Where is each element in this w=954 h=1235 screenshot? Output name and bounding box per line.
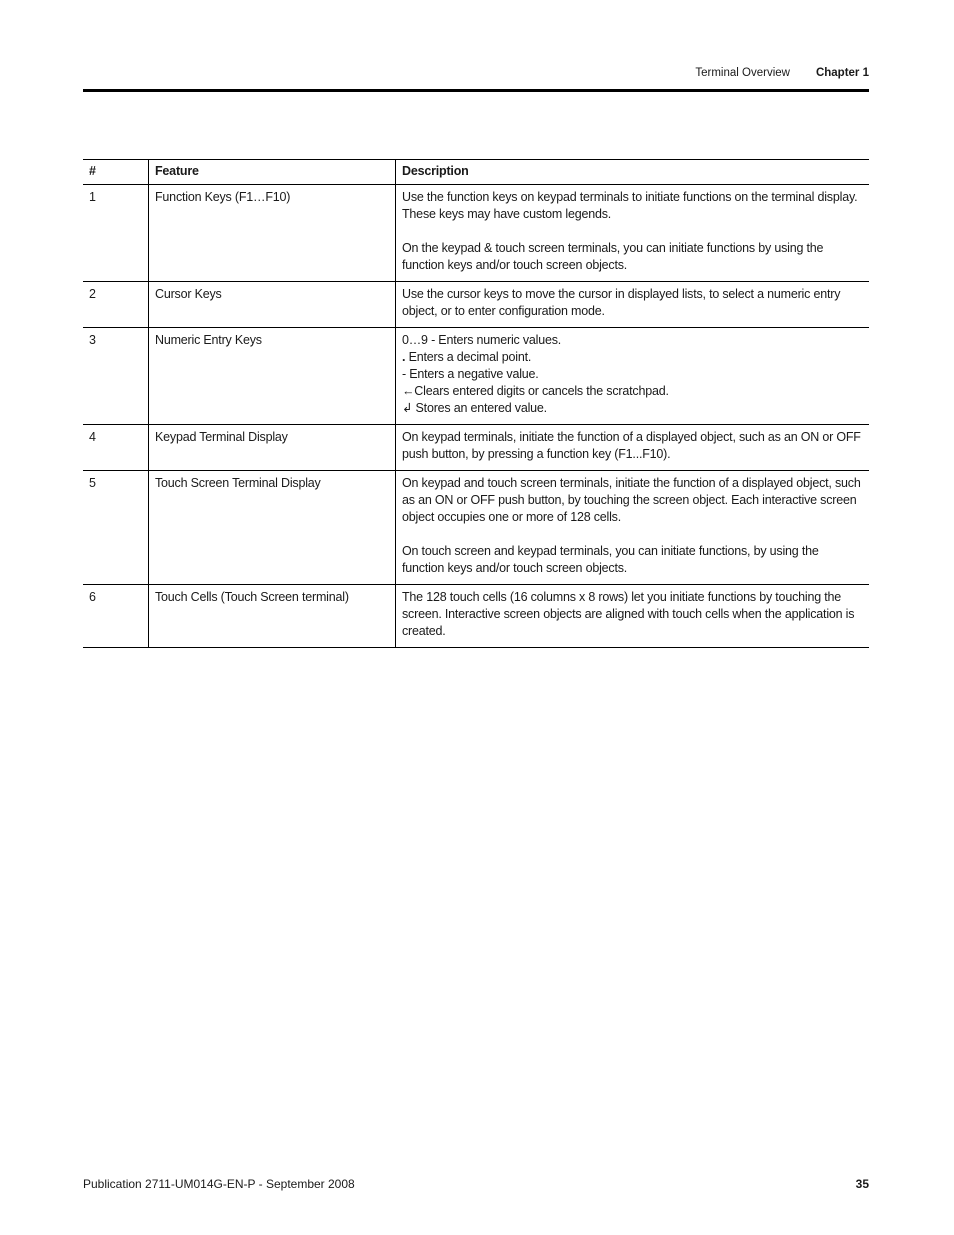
page-header	[83, 62, 869, 84]
table-row	[83, 185, 869, 282]
description-paragraph: On the keypad & touch screen terminals, you can initiate functions by using the function keys and/or touch screen objects.	[402, 241, 824, 272]
description-line: ←Clears entered digits or cancels the scratchpad.	[402, 384, 669, 398]
row-description	[396, 425, 870, 471]
table-row	[83, 425, 869, 471]
row-number: 2	[83, 282, 149, 328]
description-paragraph: Use the function keys on keypad terminals to initiate functions on the terminal display. These keys may have custom legends.	[402, 190, 858, 221]
header-rule	[83, 89, 869, 92]
row-number: 6	[83, 585, 149, 648]
page-number: 35	[855, 1177, 869, 1191]
row-description	[396, 328, 870, 425]
description-paragraph: The 128 touch cells (16 columns x 8 rows) let you initiate functions by touching the screen. Interactive screen objects are aligned with touch cells when the application is created.	[402, 590, 855, 638]
description-line: - Enters a negative value.	[402, 367, 539, 381]
row-feature: Function Keys (F1…F10)	[149, 185, 396, 282]
column-header-number: #	[83, 160, 149, 185]
description-paragraph: On keypad and touch screen terminals, initiate the function of a displayed object, such as an ON or OFF push button, by touching the screen object. Each interactive screen object occupies one or more of 128 cells.	[402, 476, 861, 524]
table-row	[83, 328, 869, 425]
table-header-row	[83, 160, 869, 185]
running-section-title: Terminal Overview	[695, 67, 790, 79]
feature-table	[83, 159, 869, 648]
table-row	[83, 471, 869, 585]
row-number: 5	[83, 471, 149, 585]
page-footer	[83, 1175, 869, 1193]
row-number: 1	[83, 185, 149, 282]
description-paragraph: On keypad terminals, initiate the function of a displayed object, such as an ON or OFF push button, by pressing a function key (F1...F10).	[402, 430, 861, 461]
table-row	[83, 282, 869, 328]
column-header-description: Description	[396, 160, 870, 185]
row-feature: Keypad Terminal Display	[149, 425, 396, 471]
row-description	[396, 471, 870, 585]
row-number: 3	[83, 328, 149, 425]
description-line	[402, 349, 863, 366]
row-feature: Cursor Keys	[149, 282, 396, 328]
column-header-feature: Feature	[149, 160, 396, 185]
publication-info: Publication 2711-UM014G-EN-P - September 2008	[83, 1177, 355, 1191]
row-description	[396, 585, 870, 648]
description-paragraph: Use the cursor keys to move the cursor in displayed lists, to select a numeric entry object, or to enter configuration mode.	[402, 287, 841, 318]
decimal-key-text: Enters a decimal point.	[408, 350, 532, 364]
row-feature: Numeric Entry Keys	[149, 328, 396, 425]
row-feature: Touch Screen Terminal Display	[149, 471, 396, 585]
row-description	[396, 185, 870, 282]
table-row	[83, 585, 869, 648]
row-description	[396, 282, 870, 328]
row-number: 4	[83, 425, 149, 471]
decimal-key-glyph: .	[402, 350, 406, 364]
row-feature: Touch Cells (Touch Screen terminal)	[149, 585, 396, 648]
description-line: ↲ Stores an entered value.	[402, 401, 547, 415]
running-chapter-label: Chapter 1	[815, 67, 869, 79]
description-line: 0…9 - Enters numeric values.	[402, 333, 562, 347]
description-paragraph: On touch screen and keypad terminals, you can initiate functions, by using the function keys and/or touch screen objects.	[402, 544, 819, 575]
